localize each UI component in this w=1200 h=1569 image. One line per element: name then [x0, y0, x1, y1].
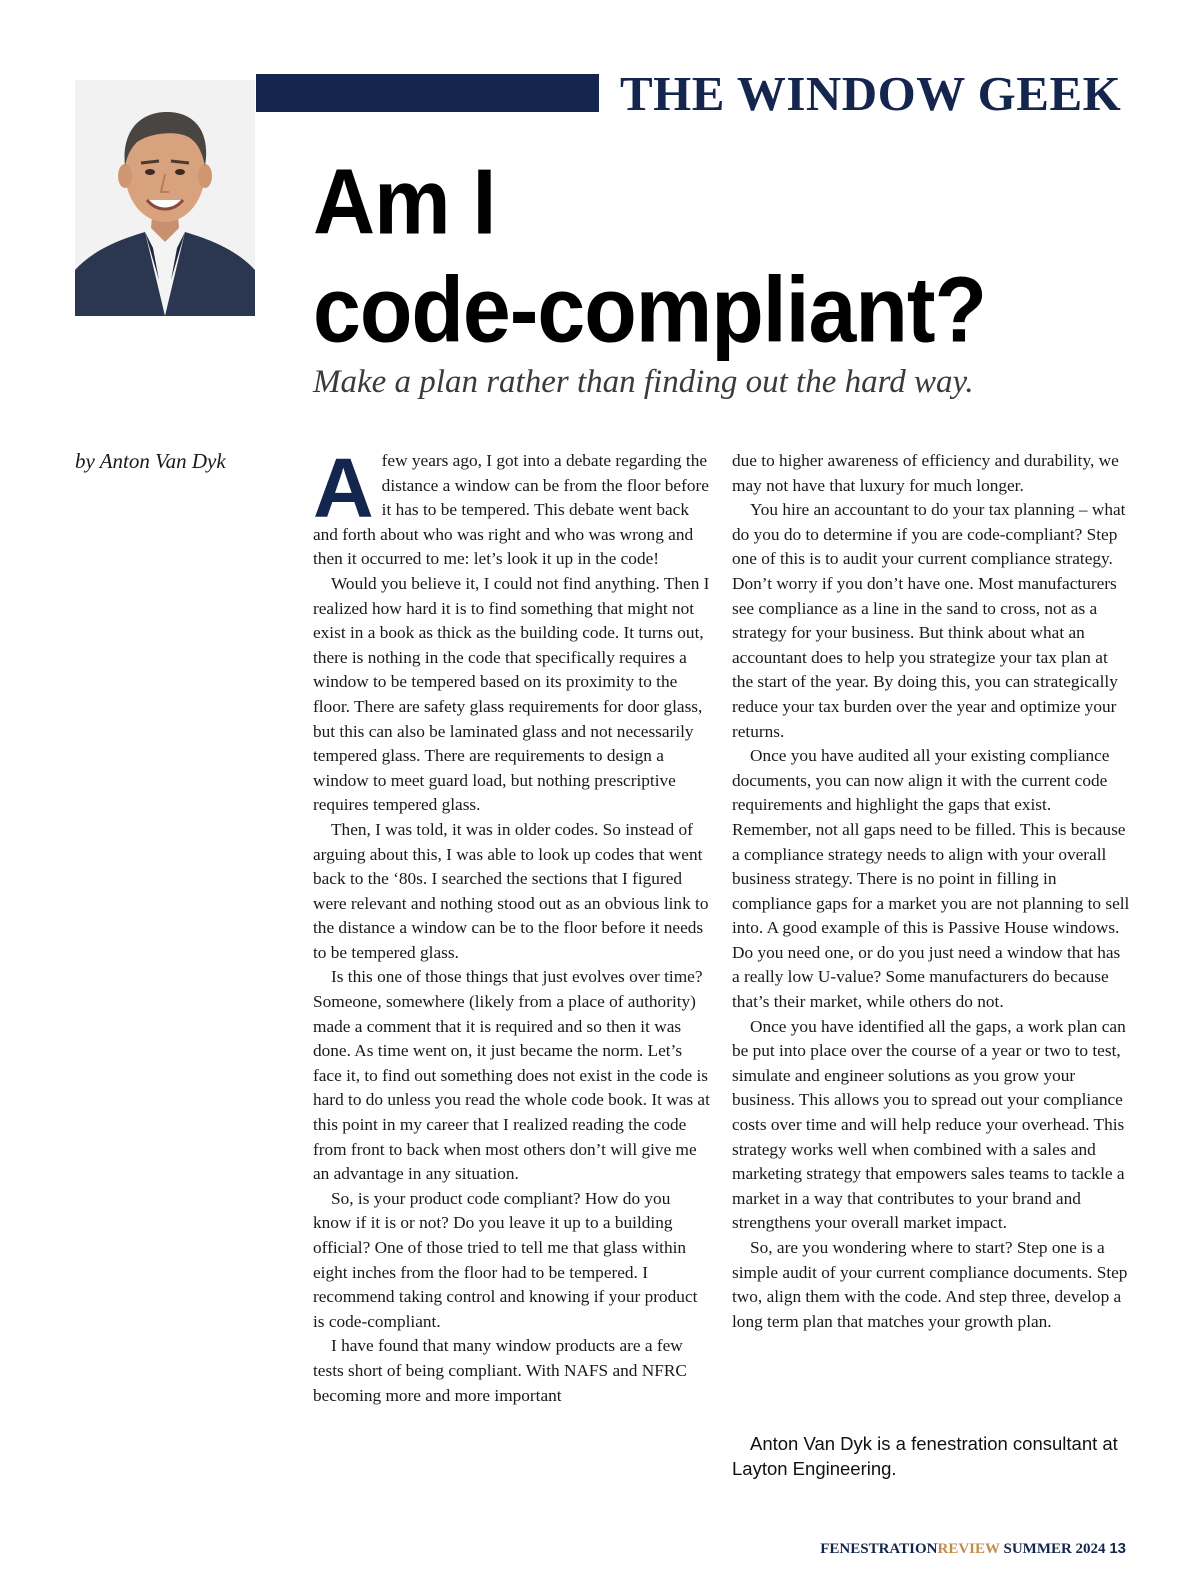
headline-line-1: Am I	[313, 150, 496, 254]
article-column-left	[313, 441, 711, 1408]
drop-cap: A	[313, 441, 374, 535]
footer-magazine-name: FENESTRATION	[820, 1541, 938, 1557]
section-title: THE WINDOW GEEK	[620, 66, 1122, 121]
author-portrait-illustration	[75, 80, 255, 316]
article-paragraph: So, is your product code compliant? How do you know if it is or not? Do you leave it up to a building official? One of those tried to tell me that glass within eight inches from the floor had to be tempered. I recommend taking control and knowing if your product is code-compliant.	[313, 1188, 698, 1331]
author-photo	[75, 80, 255, 316]
footer-issue: SUMMER 2024	[999, 1541, 1110, 1557]
author-bio: Anton Van Dyk is a fenestration consultant at Layton Engineering.	[732, 1433, 1118, 1479]
article-paragraph: due to higher awareness of efficiency and durability, we may not have that luxury for much longer.	[732, 451, 1119, 495]
page-footer	[700, 1540, 1126, 1558]
page-number: 13	[1109, 1540, 1126, 1557]
section-header-bar	[256, 74, 599, 112]
article-paragraph: So, are you wondering where to start? Step one is a simple audit of your current compliance documents. Step two, align them with the code. And step three, develop a long term plan that matches your growth plan.	[732, 1238, 1128, 1331]
article-paragraph: Would you believe it, I could not find anything. Then I realized how hard it is to find something that might not exist in a book as thick as the building code. It turns out, there is nothing in the code that specifically requires a window to be tempered based on its proximity to the floor. There are safety glass requirements for door glass, but this can also be laminated glass and not necessarily tempered glass. There are requirements to design a window to meet guard load, but nothing prescriptive requires tempered glass.	[313, 573, 710, 815]
article-column-right	[732, 449, 1130, 1334]
article-paragraph: Once you have audited all your existing compliance documents, you can now align it with the current code requirements and highlight the gaps that exist. Remember, not all gaps need to be filled. This is because a compliance strategy needs to align with your overall business strategy. There is no point in filling in compliance gaps for a market you are not planning to sell into. A good example of this is Passive House windows. Do you need one, or do you just need a window that has a really low U-value? Some manufacturers do because that’s their market, while others do not.	[732, 746, 1130, 1012]
article-paragraph: You hire an accountant to do your tax planning – what do you do to determine if you are code-compliant? Step one of this is to audit your current compliance strategy. Don’t worry if you don’t have one. Most manufacturers see compliance as a line in the sand to cross, not as a strategy for your business. But think about what an accountant does to help you strategize your tax plan at the start of the year. By doing this, you can strategically reduce your tax burden over the year and optimize your returns.	[732, 500, 1126, 741]
article-paragraph: Afew years ago, I got into a debate regarding the distance a window can be from the floor before it has to be tempered. This debate went back and forth about who was right and who was wrong and then it occurred to me: let’s look it up in the code!	[313, 441, 709, 569]
article-paragraph: Then, I was told, it was in older codes. So instead of arguing about this, I was able to look up codes that went back to the ‘80s. I searched the sections that I figured were relevant and nothing stood out as an obvious link to the distance a window can be to the floor before it needs to be tempered glass.	[313, 819, 709, 962]
footer-magazine-accent: REVIEW	[937, 1541, 1000, 1557]
author-byline: by Anton Van Dyk	[75, 449, 226, 473]
article-paragraph: Is this one of those things that just evolves over time? Someone, somewhere (likely from a place of authority) made a comment that it is required and so then it was done. As time went on, it just became the norm. Let’s face it, to find out something does not exist in the code is hard to do unless you read the whole code book. It was at this point in my career that I realized reading the code from front to back when most others don’t will give me an advantage in any situation.	[313, 967, 710, 1184]
article-subtitle: Make a plan rather than finding out the hard way.	[313, 364, 974, 400]
headline-line-2: code-compliant?	[313, 258, 987, 362]
article-paragraph: I have found that many window products are a few tests short of being compliant. With NAFS and NFRC becoming more and more important	[313, 1336, 687, 1405]
article-paragraph: Once you have identified all the gaps, a work plan can be put into place over the course of a year or two to test, simulate and engineer solutions as you grow your business. This allows you to spread out your compliance costs over time and will help reduce your overhead. This strategy works well when combined with a sales and marketing strategy that empowers sales teams to tackle a market in a way that contributes to your brand and strengthens your overall market impact.	[732, 1016, 1126, 1233]
article-headline	[313, 148, 1153, 364]
